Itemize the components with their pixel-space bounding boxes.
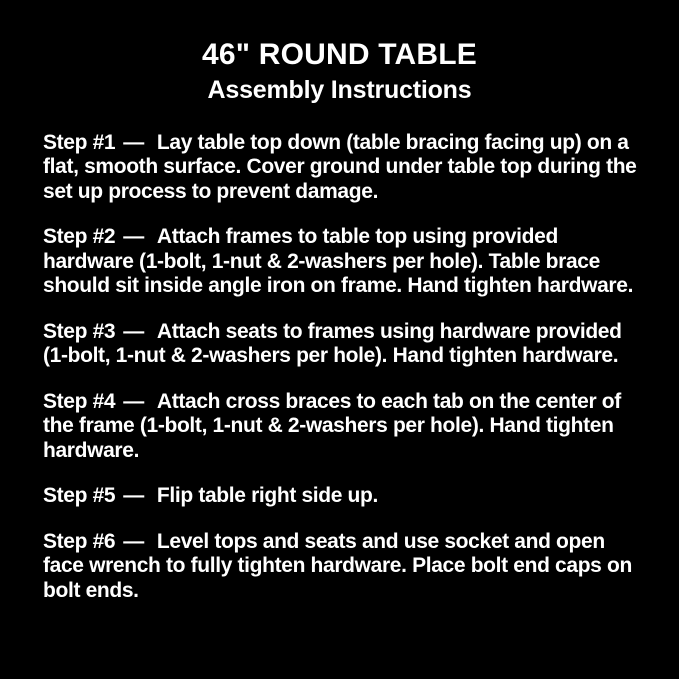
em-dash: — — [123, 225, 144, 248]
steps-list — [43, 131, 643, 604]
step-4 — [43, 390, 643, 464]
step-6-text: Level tops and seats and use socket and open face wrench to fully tighten hardware. Place bolt end caps on bolt ends. — [43, 529, 632, 602]
page-title: 46" ROUND TABLE — [201, 38, 478, 71]
step-2-label: Step #2 — [43, 225, 116, 248]
step-5-text: Flip table right side up. — [156, 484, 378, 507]
em-dash: — — [123, 319, 144, 343]
step-4-text: Attach cross braces to each tab on the center of the frame (1-bolt, 1-nut & 2-washers per hole). Hand tighten hardware. — [43, 389, 621, 462]
step-5-label: Step #5 — [43, 484, 116, 507]
step-3-text: Attach seats to frames using hardware provided (1-bolt, 1-nut & 2-washers per hole). Hand tighten hardware. — [43, 319, 622, 367]
step-1-text: Lay table top down (table bracing facing up) on a flat, smooth surface. Cover ground under table top during the set up process to prevent damage. — [43, 130, 637, 203]
step-4-label: Step #4 — [43, 389, 116, 413]
step-3 — [43, 320, 643, 369]
step-2 — [43, 225, 643, 299]
step-5 — [43, 484, 643, 509]
em-dash: — — [123, 484, 144, 507]
step-1 — [43, 131, 643, 205]
poster-header — [0, 0, 679, 105]
step-6 — [43, 530, 643, 604]
step-6-label: Step #6 — [43, 529, 116, 553]
step-3-label: Step #3 — [43, 319, 116, 343]
em-dash: — — [123, 529, 144, 553]
em-dash: — — [123, 389, 144, 413]
em-dash: — — [123, 130, 144, 154]
step-2-text: Attach frames to table top using provided hardware (1-bolt, 1-nut & 2-washers per hole). Table brace should sit inside angle iron on frame. Hand tighten hardware. — [43, 225, 634, 297]
step-1-label: Step #1 — [43, 130, 116, 154]
page-subtitle: Assembly Instructions — [207, 76, 472, 104]
